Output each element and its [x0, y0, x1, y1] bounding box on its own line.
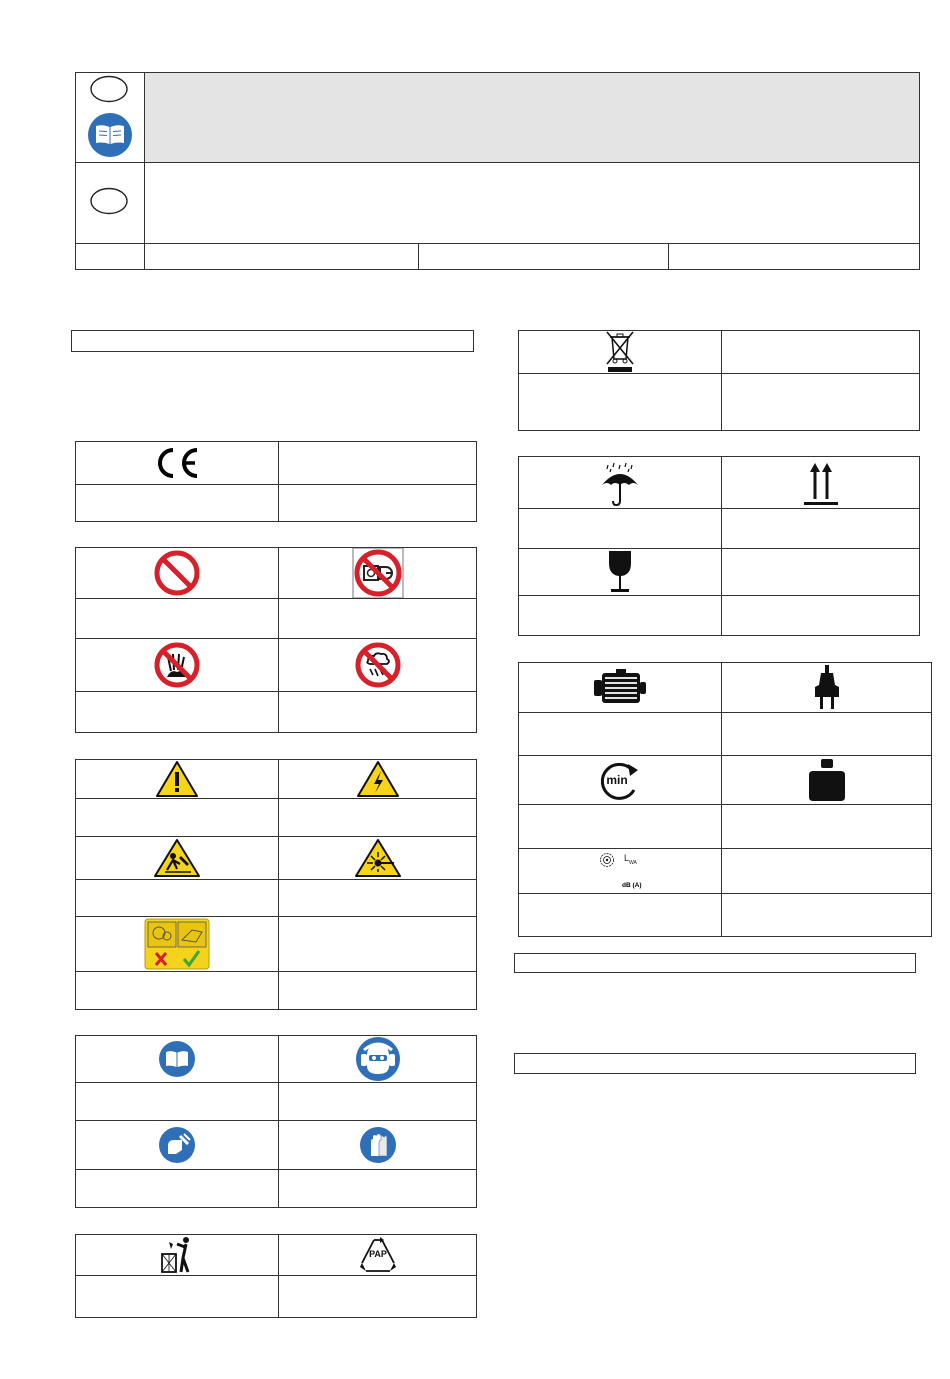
noise-unit: dB (A) — [622, 882, 642, 889]
crush-warning-icon — [76, 838, 278, 878]
svg-text:min: min — [606, 773, 628, 787]
no-hands-icon — [76, 641, 278, 689]
plug-icon — [722, 665, 931, 711]
litter-bin-icon — [76, 1236, 278, 1274]
language-circle-icon — [89, 187, 129, 215]
ear-eye-protection-icon — [279, 1036, 476, 1082]
prohibition-table — [75, 547, 477, 733]
prohibition-icon — [76, 549, 278, 597]
keep-dry-icon — [519, 459, 721, 507]
packaging-table — [518, 456, 920, 636]
weee-table — [518, 330, 920, 431]
rpm-icon — [519, 758, 721, 802]
laser-warning-icon — [279, 838, 476, 878]
read-manual-icon — [87, 112, 133, 158]
section-title-box — [514, 1053, 916, 1074]
pap-label: PAP — [368, 1249, 387, 1259]
face-shield-icon — [76, 1126, 278, 1164]
no-plug-icon — [279, 548, 476, 598]
specs-table — [518, 662, 932, 937]
lwa-subscript: WA — [629, 859, 637, 866]
this-way-up-icon — [722, 459, 919, 507]
weight-icon — [722, 757, 931, 803]
header-gray-panel — [145, 73, 919, 162]
electric-warning-icon — [279, 760, 476, 798]
no-steam-icon — [279, 641, 476, 689]
section-title-box — [514, 953, 916, 973]
pap-recycling-icon — [279, 1235, 476, 1275]
read-manual-icon — [76, 1040, 278, 1078]
warning-table — [75, 759, 477, 1010]
mandatory-table — [75, 1035, 477, 1208]
language-circle-icon — [89, 75, 129, 103]
noise-icon — [519, 849, 721, 893]
ce-mark-icon — [76, 446, 278, 480]
lwa-label: L — [624, 853, 630, 863]
crossed-bin-icon — [519, 331, 721, 373]
motor-icon — [519, 668, 721, 708]
gloves-icon — [279, 1126, 476, 1164]
general-warning-icon — [76, 760, 278, 798]
disposal-table — [75, 1234, 477, 1318]
ce-table — [75, 441, 477, 522]
section-title-box — [71, 330, 474, 352]
fragile-icon — [519, 549, 721, 595]
safety-sticker-icon — [76, 918, 278, 970]
